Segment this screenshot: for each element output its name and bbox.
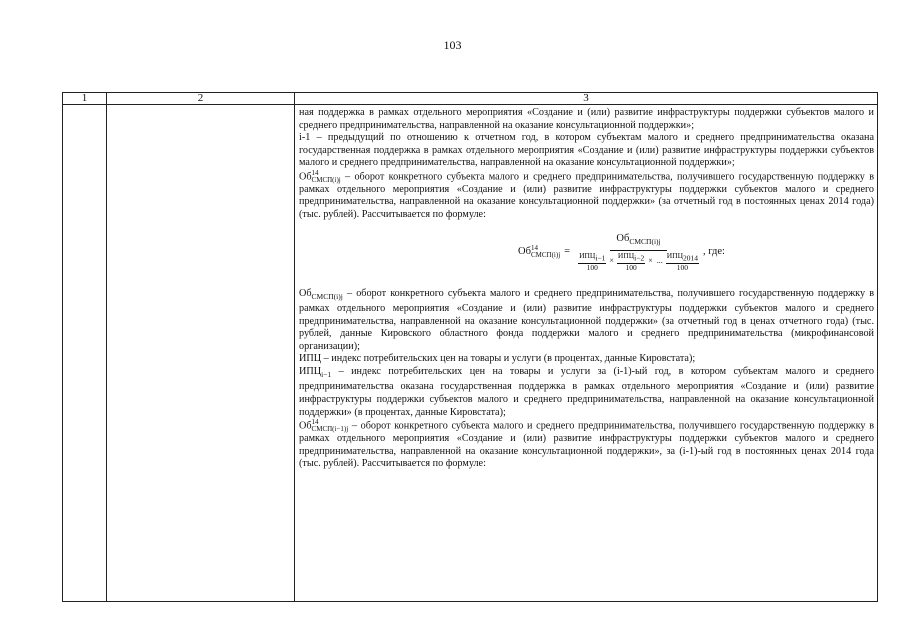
cpi-term-3 [666,252,699,272]
paragraph-text: – индекс потребительских цен на товары и услуги за (i-1)-ый год, в котором субъектам малого и среднего предпринимательства оказана государственная поддержка в рамках отдельного мероприятия «Создание и (или) развитие инфраструктуры поддержки субъектов малого и среднего предпринимательства, направленной на оказание консультационной поддержки» (в процентах, данные Кировстата); [299,365,874,418]
hundred: 100 [625,262,637,272]
paragraph-cpi-i-minus-1 [299,366,874,419]
numerator-symbol: Об [616,233,630,245]
table-header-row [63,93,878,105]
cpi-sub: 2014 [683,253,698,263]
hundred: 100 [586,262,598,272]
paragraph-text: – оборот конкретного субъекта малого и среднего предпринимательства, получившего государственную поддержку в рамках отдельного мероприятия «Создание и (или) развитие инфраструктуры поддержки субъектов малого и среднего предпринимательства, направленной на оказание консультационной поддержки» (за отчетный год в ценах отчетного года) (тыс. рублей, данные Кировского областного фонда поддержки малого и среднего предпринимательства (микрофинансовой организации); [299,287,874,352]
cpi-term-2 [617,252,645,272]
symbol-sub: СМСП(i)j [311,291,343,301]
symbol-sub: СМСП(i−1)j [311,425,349,434]
formula-tail: , где: [703,246,725,258]
symbol-sup: 14 [311,418,319,427]
column-header-2: 2 [107,93,295,105]
times-sign: × [648,256,653,266]
numerator-sub: СМСП(i)j [629,237,661,247]
paragraph-support-continued: ная поддержка в рамках отдельного мероприятия «Создание и (или) развитие инфраструктуры поддержки субъектов малого и среднего предпринимательства, направленной на оказание консультационной поддержки»; [299,107,874,131]
paragraph-turnover-current-prices [299,288,874,354]
paragraph-text: – оборот конкретного субъекта малого и среднего предпринимательства, получившего государственную поддержку в рамках отдельного мероприятия «Создание и (или) развитие инфраструктуры поддержки субъектов малого и среднего предпринимательства, направленной на оказание консультационной поддержки» (за отчетный год в постоянных ценах 2014 года) (тыс. рублей). Рассчитывается по формуле: [299,171,874,220]
cpi-sub: i−1 [595,253,606,263]
formula-equals: = [564,246,571,258]
paragraph-text: – оборот конкретного субъекта малого и среднего предпринимательства, получившего государственную поддержку в рамках отдельного мероприятия «Создание и (или) развитие инфраструктуры поддержки субъектов малого и среднего предпринимательства, направленной на оказание консультационной поддержки», за (i-1)-ый год в постоянных ценах 2014 года (тыс. рублей). Рассчитывается по формуле: [299,420,874,470]
symbol-sub: i−1 [321,369,332,379]
column-header-1: 1 [63,93,107,105]
cell-col-3 [295,105,878,602]
formula [369,233,874,271]
table-row [63,105,878,602]
formula-fraction [577,233,700,271]
symbol-ob: Об [299,420,312,432]
column-header-3: 3 [295,93,878,105]
cell-col-2 [107,105,295,602]
formula-lhs: Об [518,246,531,258]
times-sign: × [609,256,614,266]
cpi-sub: i−2 [634,253,645,263]
cpi-symbol: ИПЦ [579,251,596,261]
document-table [62,92,878,602]
paragraph-turnover-i-minus-1 [299,419,874,471]
cpi-symbol: ИПЦ [617,251,635,261]
page-number: 103 [443,38,462,52]
paragraph-turnover-constant-prices [299,170,874,222]
symbol-cpi: ИПЦ [299,365,322,377]
symbol-ob: Об [299,287,312,299]
cpi-term-1 [578,252,606,272]
symbol-ob: Об [299,171,312,183]
formula-lhs-sub: СМСП(i)j [530,251,561,260]
hundred: 100 [676,262,688,272]
symbol-sub: СМСП(i)j [311,175,341,184]
paragraph-cpi: ИПЦ – индекс потребительских цен на товары и услуги (в процентах, данные Кировстата); [299,353,696,365]
cpi-symbol: ИПЦ [666,251,683,261]
formula-denominator [577,251,700,272]
symbol-sup: 14 [311,168,319,177]
formula-numerator [610,233,666,251]
cell-col-1 [63,105,107,602]
paragraph-i-minus-1: i-1 – предыдущий по отношению к отчетном год, в котором субъектам малого и среднего предпринимательства оказана государственная поддержка в рамках отдельного мероприятия «Создание и (или) развитие инфраструктуры поддержки субъектов малого и среднего предпринимательства, направленной на оказание консультационной поддержки»; [299,132,874,169]
ellipsis: ... [656,256,663,266]
formula-lhs-sup: 14 [530,244,538,253]
